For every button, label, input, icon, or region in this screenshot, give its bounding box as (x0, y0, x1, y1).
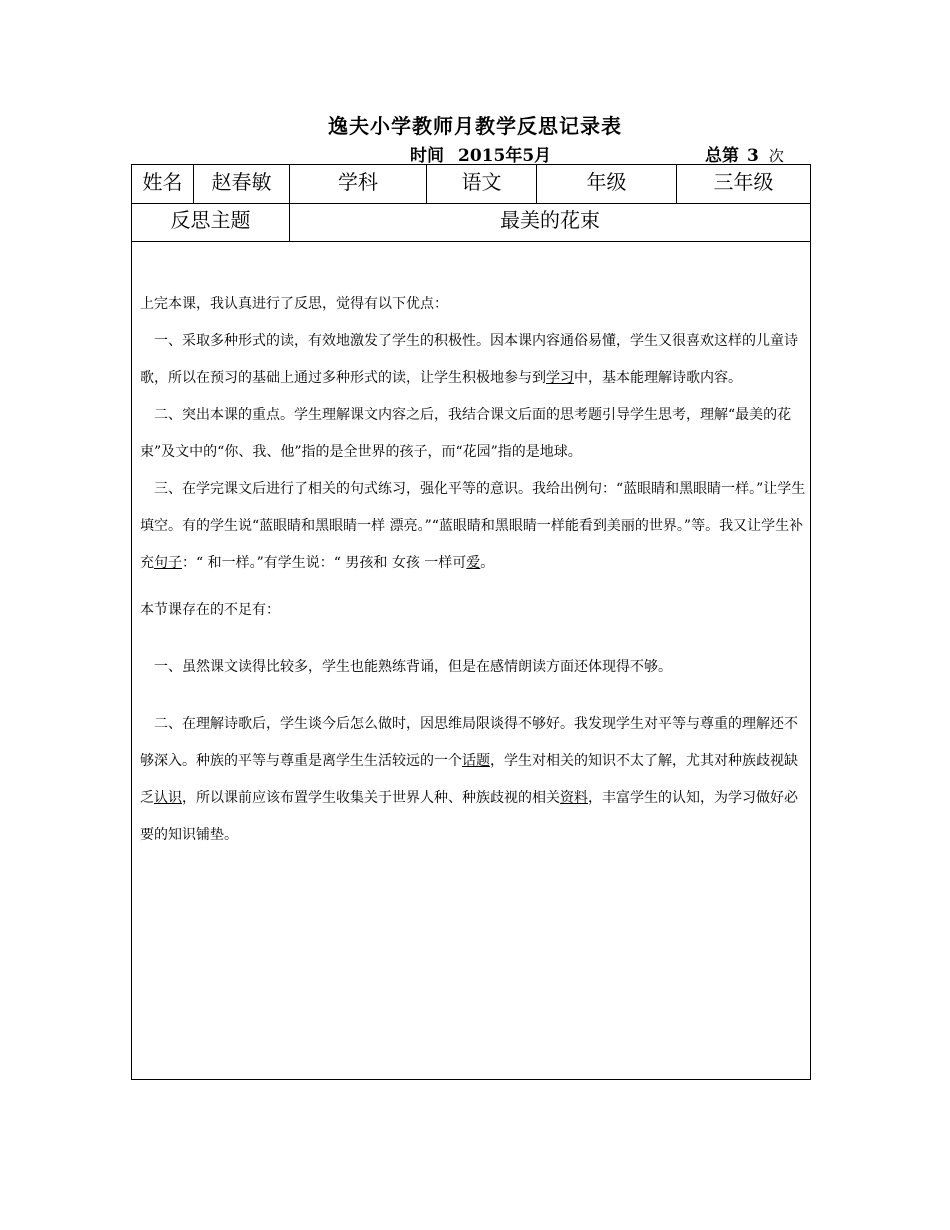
point3-text: 三、在学完课文后进行了相关的句式练习，强化平等的意识。我给出例句：“蓝眼睛和黑眼睛一样。”让学生填空。有的学生说“蓝眼睛和黑眼睛一样 漂亮。”“蓝眼睛和黑眼睛一样能看到美丽的世界。”等。我又让学生补充 (140, 481, 806, 571)
time-field (410, 141, 551, 166)
shortcoming-point-1: 一、虽然课文读得比较多，学生也能熟练背诵，但是在感情朗读方面还体现得不够。 (154, 659, 672, 675)
short2-underlined-2: 认识 (154, 790, 182, 806)
subject-label: 学科 (338, 170, 378, 194)
intro-paragraph: 上完本课，我认真进行了反思，觉得有以下优点： (140, 296, 448, 312)
total-number: 3 (747, 146, 759, 166)
theme-label: 反思主题 (170, 208, 251, 232)
short2-underlined-3: 资料 (560, 790, 588, 806)
short2-text: 二、在理解诗歌后，学生谈今后怎么做时，因思维局限谈得不够好。我发现学生对平等与尊重的理解还不够深入。种族的平等与尊重是离学生生活较远的一个 (140, 716, 798, 769)
record-table (131, 164, 811, 1080)
subject-value: 语文 (461, 170, 502, 194)
reflection-content (140, 286, 808, 854)
grade-value: 三年级 (713, 170, 774, 194)
short2-text-end: ，丰富学生的认知，为学习做好必要的知识铺垫。 (140, 790, 798, 843)
shortcoming-point-2 (140, 706, 808, 854)
point3-underlined: 句子 (154, 555, 182, 571)
point1-text: 一、采取多种形式的读，有效地激发了学生的积极性。因本课内容通俗易懂，学生又很喜欢这样的儿童诗歌，所以在预习的基础上通过多种形式的读，让学生积极地参与到 (140, 333, 798, 386)
total-label: 总第 (705, 146, 739, 166)
point3-underlined-2: 爱 (466, 555, 481, 571)
strength-point-2: 二、突出本课的重点。学生理解课文内容之后，我结合课文后面的思考题引导学生思考，理解“最美的花束”及文中的“你、我、他”指的是全世界的孩子，而“花园”指的是地球。 (140, 407, 792, 460)
short2-text-2: ，学生对相关的知识不太了解，尤其对种族歧视缺乏 (140, 753, 798, 806)
short2-text-3: ，所以课前应该布置学生收集关于世界人种、种族歧视的相关 (182, 790, 560, 806)
point1-underlined: 学习 (546, 370, 574, 386)
total-count-field (705, 141, 784, 166)
row-divider (132, 241, 810, 242)
strength-point-3 (140, 471, 808, 582)
total-suffix: 次 (768, 147, 784, 165)
point3-text-end: 。 (480, 555, 495, 571)
theme-value: 最美的花束 (500, 208, 600, 232)
point3-text-mid: ：“ 和一样。”有学生说：“ 男孩和 女孩 一样可 (182, 555, 467, 571)
form-meta (0, 141, 950, 165)
date-value: 2015年5月 (458, 146, 552, 166)
name-label: 姓名 (142, 170, 183, 194)
form-title: 逸夫小学教师月教学反思记录表 (328, 114, 622, 138)
point1-text-end: 中，基本能理解诗歌内容。 (574, 370, 742, 386)
shortcoming-intro: 本节课存在的不足有： (140, 602, 280, 618)
name-value: 赵春敏 (211, 170, 272, 194)
short2-underlined-1: 话题 (462, 753, 490, 769)
grade-label: 年级 (586, 170, 627, 194)
strength-point-1 (140, 323, 808, 397)
time-label: 时间 (410, 146, 444, 166)
